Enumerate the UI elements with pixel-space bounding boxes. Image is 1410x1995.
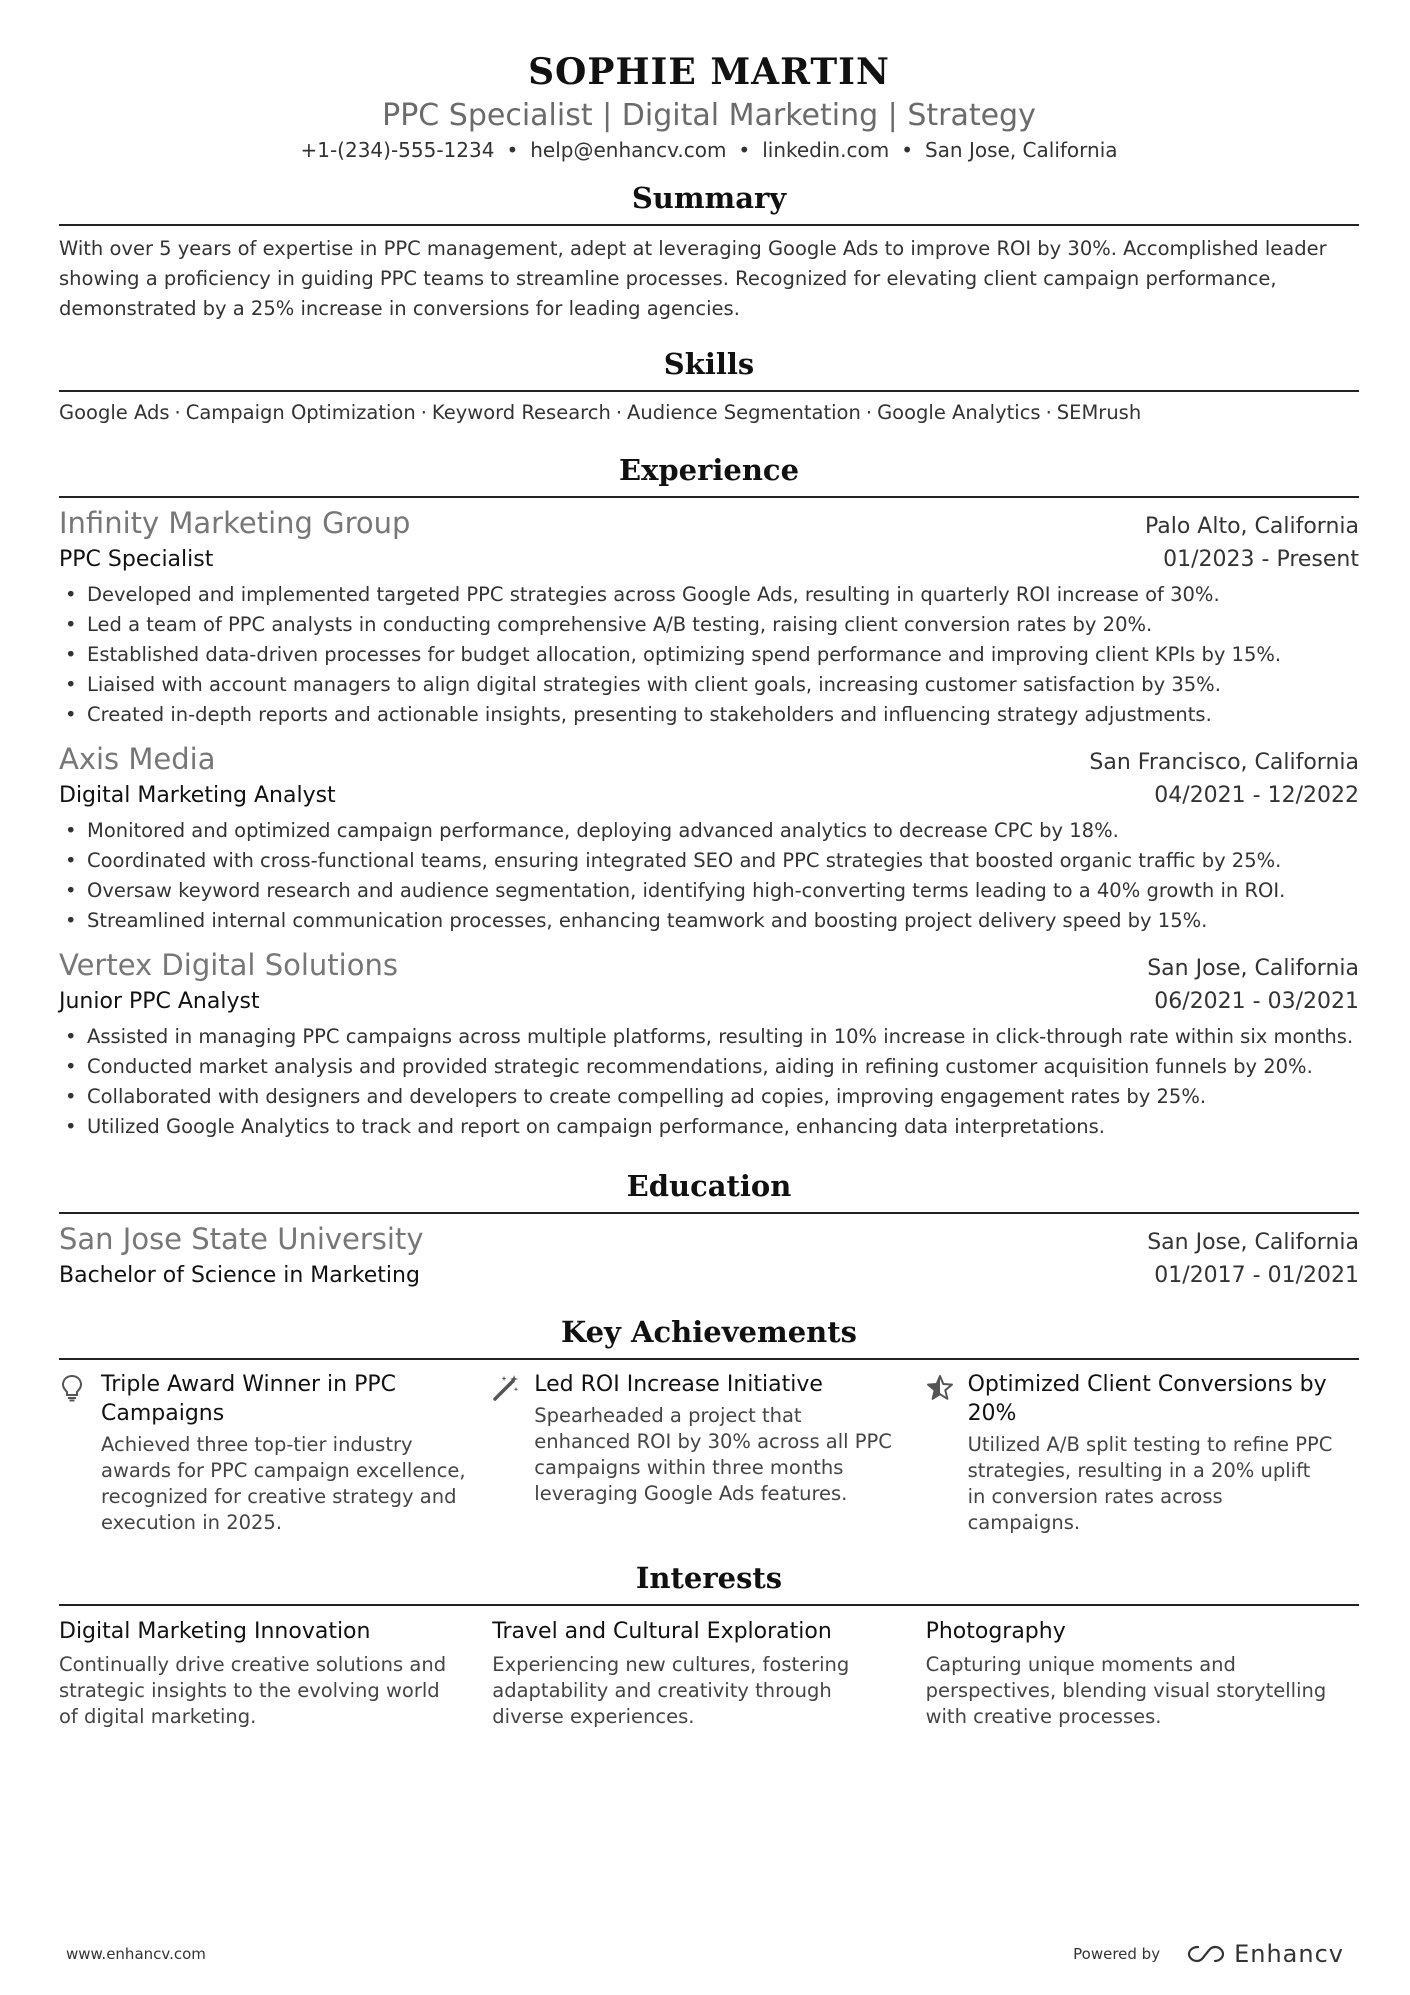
list-item: • Utilized Google Analytics to track and report on campaign performance, enhancing data interpretations. <box>59 1112 1359 1142</box>
brand-logo[interactable] <box>1186 1940 1344 1968</box>
location-text: San Jose, California <box>924 138 1118 162</box>
summary-heading: Summary <box>631 181 787 215</box>
list-item: • Developed and implemented targeted PPC strategies across Google Ads, resulting in quarterly ROI increase of 30%. <box>59 580 1359 610</box>
job-bullets <box>59 816 1359 936</box>
job-dates: 04/2021 - 12/2022 <box>1154 783 1359 808</box>
job-entry <box>59 946 1359 1142</box>
section-divider <box>59 496 1359 498</box>
job-bullets <box>59 1022 1359 1142</box>
experience-section <box>59 450 1359 1142</box>
job-dates: 06/2021 - 03/2021 <box>1154 989 1359 1014</box>
achievement-desc: Spearheaded a project that enhanced ROI by 30% across all PPC campaigns within three months leveraging Google Ads features. <box>534 1404 892 1505</box>
skill-item: Campaign Optimization <box>185 401 416 424</box>
section-divider <box>59 1358 1359 1360</box>
footer-url[interactable]: www.enhancv.com <box>66 1945 206 1963</box>
job-location: San Jose, California <box>1147 956 1359 981</box>
interest-desc: Experiencing new cultures, fostering adaptability and creativity through diverse experiences. <box>492 1653 850 1728</box>
job-dates: 01/2023 - Present <box>1163 547 1359 572</box>
enhancv-logo-icon <box>1186 1943 1226 1965</box>
powered-by-text: Powered by <box>1073 1945 1161 1963</box>
list-item: • Led a team of PPC analysts in conducting comprehensive A/B testing, raising client conversion rates by 20%. <box>59 610 1359 640</box>
achievement-title: Optimized Client Conversions by 20% <box>967 1372 1327 1426</box>
interest-item <box>59 1616 492 1730</box>
star-half-icon <box>926 1370 968 1536</box>
job-entry <box>59 740 1359 936</box>
skill-item: Audience Segmentation <box>627 401 861 424</box>
skills-heading: Skills <box>663 347 755 381</box>
school-location: San Jose, California <box>1147 1230 1359 1255</box>
skill-item: Google Ads <box>59 401 170 424</box>
education-dates: 01/2017 - 01/2021 <box>1154 1263 1359 1288</box>
school-name: San Jose State University <box>59 1222 424 1256</box>
job-bullets <box>59 580 1359 730</box>
achievement-desc: Achieved three top-tier industry awards for PPC campaign excellence, recognized for creative strategy and execution in 2025. <box>101 1433 466 1534</box>
footer <box>66 1940 1344 1968</box>
job-location: Palo Alto, California <box>1144 514 1359 539</box>
magic-wand-icon <box>492 1370 534 1536</box>
list-item: • Created in-depth reports and actionable insights, presenting to stakeholders and influencing strategy adjustments. <box>59 700 1359 730</box>
job-role: Digital Marketing Analyst <box>59 783 336 808</box>
section-divider <box>59 390 1359 392</box>
achievement-title: Led ROI Increase Initiative <box>534 1372 823 1397</box>
company-name: Vertex Digital Solutions <box>59 948 398 982</box>
achievement-item <box>59 1370 492 1536</box>
list-item: • Monitored and optimized campaign performance, deploying advanced analytics to decrease CPC by 18%. <box>59 816 1359 846</box>
job-role: PPC Specialist <box>59 547 214 572</box>
lightbulb-icon <box>59 1370 101 1536</box>
list-item: • Liaised with account managers to align digital strategies with client goals, increasing customer satisfaction by 35%. <box>59 670 1359 700</box>
achievement-title: Triple Award Winner in PPC Campaigns <box>101 1372 397 1426</box>
interest-item <box>926 1616 1359 1730</box>
linkedin-link[interactable]: linkedin.com <box>762 138 890 162</box>
interest-title: Digital Marketing Innovation <box>59 1619 371 1644</box>
candidate-subtitle: PPC Specialist | Digital Marketing | Strategy <box>382 98 1036 133</box>
company-name: Axis Media <box>59 742 216 776</box>
achievement-item <box>492 1370 925 1536</box>
list-item: • Collaborated with designers and developers to create compelling ad copies, improving engagement rates by 25%. <box>59 1082 1359 1112</box>
skill-item: Google Analytics <box>877 401 1041 424</box>
skills-section <box>59 344 1359 428</box>
list-item: • Coordinated with cross-functional teams, ensuring integrated SEO and PPC strategies that boosted organic traffic by 25%. <box>59 846 1359 876</box>
job-role: Junior PPC Analyst <box>59 989 260 1014</box>
phone-number[interactable]: +1-(234)-555-1234 <box>300 138 495 162</box>
achievements-section <box>59 1312 1359 1536</box>
job-location: San Francisco, California <box>1089 750 1359 775</box>
list-item: • Conducted market analysis and provided strategic recommendations, aiding in refining customer acquisition funnels by 20%. <box>59 1052 1359 1082</box>
skill-item: Keyword Research <box>431 401 611 424</box>
candidate-name: SOPHIE MARTIN <box>528 51 890 93</box>
section-divider <box>59 1212 1359 1214</box>
list-item: • Assisted in managing PPC campaigns across multiple platforms, resulting in 10% increase in click-through rate within six months. <box>59 1022 1359 1052</box>
summary-section <box>59 178 1359 324</box>
degree: Bachelor of Science in Marketing <box>59 1263 420 1288</box>
section-divider <box>59 224 1359 226</box>
email-link[interactable]: help@enhancv.com <box>530 138 727 162</box>
brand-name: Enhancv <box>1234 1940 1344 1968</box>
contact-line: +1-(234)-555-1234 • help@enhancv.com • linkedin.com • San Jose, California <box>300 138 1118 162</box>
achievements-heading: Key Achievements <box>561 1315 857 1349</box>
summary-text: With over 5 years of expertise in PPC management, adept at leveraging Google Ads to improve ROI by 30%. Accomplished leader showing a proficiency in guiding PPC teams to streamline processes. Recognized for elevating client campaign performance, demonstrated by a 25% increase in conversions for leading agencies. <box>59 237 1327 320</box>
resume-page <box>59 0 1359 1730</box>
interest-desc: Capturing unique moments and perspectives, blending visual storytelling with creative processes. <box>925 1653 1327 1728</box>
interest-title: Photography <box>925 1619 1066 1644</box>
list-item: • Oversaw keyword research and audience segmentation, identifying high-converting terms leading to a 40% growth in ROI. <box>59 876 1359 906</box>
job-entry <box>59 504 1359 730</box>
section-divider <box>59 1604 1359 1606</box>
interest-desc: Continually drive creative solutions and strategic insights to the evolving world of digital marketing. <box>59 1653 447 1728</box>
interests-section <box>59 1558 1359 1730</box>
list-item: • Established data-driven processes for budget allocation, optimizing spend performance and improving client KPIs by 15%. <box>59 640 1359 670</box>
list-item: • Streamlined internal communication processes, enhancing teamwork and boosting project delivery speed by 15%. <box>59 906 1359 936</box>
company-name: Infinity Marketing Group <box>59 506 411 540</box>
skill-item: SEMrush <box>1056 401 1142 424</box>
interest-title: Travel and Cultural Exploration <box>492 1619 832 1644</box>
skills-list: Google Ads · Campaign Optimization · Keyword Research · Audience Segmentation · Google Analytics · SEMrush <box>59 401 1142 424</box>
interest-item <box>492 1616 925 1730</box>
education-heading: Education <box>626 1169 792 1203</box>
achievement-item <box>926 1370 1359 1536</box>
achievement-desc: Utilized A/B split testing to refine PPC strategies, resulting in a 20% uplift in conversion rates across campaigns. <box>967 1433 1333 1534</box>
experience-heading: Experience <box>618 453 800 487</box>
education-section <box>59 1166 1359 1292</box>
interests-heading: Interests <box>635 1561 783 1595</box>
